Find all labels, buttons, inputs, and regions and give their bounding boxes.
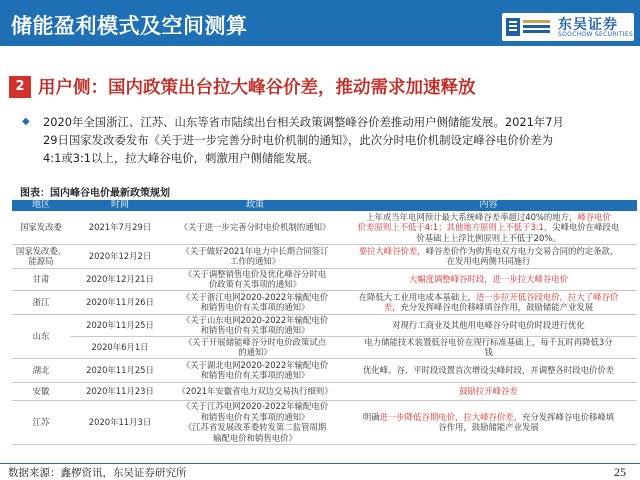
table-row — [12, 400, 637, 444]
policy-line: 输配电价和销售电价》 — [213, 432, 297, 443]
content-text: 电力储能技术装置低谷电价在现行标准基础上，每千瓦时再降低3分 — [364, 336, 613, 347]
content-text: 对现行工商业及其他用电峰谷分时电价时段进行优化 — [392, 319, 585, 330]
cell-content — [340, 358, 637, 382]
content-text: 充分发挥峰谷电价移峰填 — [522, 411, 615, 422]
cell-policy — [170, 314, 340, 336]
content-highlight: 要拉大峰谷价差， — [358, 245, 426, 256]
logo-mark-icon — [506, 16, 552, 38]
table-row — [12, 314, 637, 336]
content-highlight: 鼓励拉开峰谷差 — [459, 385, 518, 396]
policy-line: 《关于江苏电网2020-2022年输配电价 — [181, 401, 329, 411]
policy-line: 《关于浙江电网2020-2022年输配电价 — [181, 291, 329, 302]
cell-content — [340, 211, 637, 244]
cell-date: 2021年7月29日 — [70, 211, 170, 244]
policy-line: 《关于山东电网2020-2022年输配电价 — [181, 314, 329, 325]
policy-line: 和销售电价有关事项的通知》 — [200, 370, 310, 380]
cell-region: 山东 — [12, 314, 70, 358]
footer-divider — [0, 463, 640, 464]
policy-line: 价政策有关事项的通知》 — [208, 279, 302, 289]
page-title: 储能盈利模式及空间测算 — [11, 14, 248, 38]
content-text: 峰谷差价作为购售电双方电力交易合同的约定条款， — [425, 245, 619, 256]
content-text: 价基础上上浮比例原则上不低于20%。 — [416, 232, 561, 243]
cell-content — [340, 336, 637, 358]
content-text: 尖峰电价在峰段电 — [552, 222, 620, 232]
content-text: 钱 — [484, 347, 493, 357]
cell-date: 2020年12月21日 — [70, 268, 170, 290]
data-source: 数据来源：鑫椤资讯，东吴证券研究所 — [8, 467, 187, 479]
content-text: 谷作用，鼓励储能产业发展 — [438, 422, 539, 432]
table-row — [12, 290, 637, 314]
table-row — [12, 382, 637, 400]
policy-line: 和销售电价有关事项的通知》 — [200, 411, 310, 422]
cell-policy — [170, 400, 340, 444]
table-row — [12, 268, 637, 290]
cell-region — [12, 244, 70, 268]
region-line: 国家发改委、 — [15, 245, 67, 256]
content-highlight: 进一步降低谷期电价，拉大峰谷价差， — [379, 411, 522, 422]
header-content: 内容 — [340, 200, 637, 211]
cell-date: 2020年11月26日 — [70, 290, 170, 314]
cell-region: 浙江 — [12, 290, 70, 314]
table-header-row — [12, 200, 637, 211]
policy-line: 和销售电价有关事项的通知》 — [200, 325, 310, 335]
paragraph-line: 2020年全国浙江、江苏、山东等省市陆续出台相关政策调整峰谷价差推动用户侧储能发展。2021年7月 — [43, 115, 564, 129]
content-text: 上年或当年电网预计最大系统峰谷差率超过40%的地方， — [366, 211, 578, 222]
content-text: 在降低大工业用电成本基础上， — [358, 291, 476, 302]
content-highlight: 进一步拉开低谷段电价，拉大了峰谷价 — [475, 291, 619, 302]
paragraph-line: 4:1或3:1以上，拉大峰谷电价，刺激用户侧储能发展。 — [43, 151, 319, 165]
policy-line: 《关于做好2021年电力中长期合同签订 — [181, 245, 329, 256]
policy-table — [12, 200, 637, 445]
content-text: ，充分发挥峰谷电价移峰填谷作用，鼓励储能产业发展 — [392, 302, 594, 312]
cell-content — [340, 290, 637, 314]
content-highlight: 差 — [383, 302, 393, 312]
cell-policy — [170, 336, 340, 358]
section-title: 用户侧：国内政策出台拉大峰谷价差，推动需求加速释放 — [38, 78, 476, 98]
cell-region: 江苏 — [12, 400, 70, 444]
cell-content — [340, 244, 637, 268]
cell-region: 湖北 — [12, 358, 70, 382]
cell-policy: 《2021年安徽省电力双边交易执行细则》 — [170, 382, 340, 400]
cell-date: 2020年6月1日 — [70, 336, 170, 358]
region-line: 能源局 — [28, 256, 54, 266]
cell-content — [340, 268, 637, 290]
table-caption: 图表：国内峰谷电价最新政策规划 — [20, 188, 170, 199]
cell-date: 2020年11月3日 — [70, 400, 170, 444]
cell-content — [340, 382, 637, 400]
content-highlight: 大幅度调整峰谷时段，进一步拉大峰谷电价 — [408, 273, 569, 284]
table-row — [12, 336, 637, 358]
content-text: 在发用电两侧共同施行 — [446, 256, 531, 266]
table-row — [12, 211, 637, 244]
cell-policy — [170, 290, 340, 314]
policy-line: 《关于开展储能峰谷分时电价政策试点 — [183, 336, 327, 347]
cell-policy — [170, 358, 340, 382]
cell-date: 2020年11月25日 — [70, 358, 170, 382]
content-text: 优化峰、谷、平时段设置首次增设尖峰时段，并调整各时段电价价差 — [362, 364, 615, 375]
diamond-bullet-icon: ◆ — [22, 116, 30, 127]
cell-region: 安徽 — [12, 382, 70, 400]
header-bar — [0, 0, 640, 46]
table-row — [12, 358, 637, 382]
cell-date: 2020年11月23日 — [70, 382, 170, 400]
policy-line: 《江苏省发展改革委转发第二监管周期 — [183, 422, 327, 432]
cell-date: 2020年12月2日 — [70, 244, 170, 268]
policy-line: 《关于调整销售电价及优化峰谷分时电 — [183, 268, 327, 279]
content-text: 明确 — [362, 411, 380, 422]
header-date: 时间 — [70, 200, 170, 211]
cell-policy — [170, 244, 340, 268]
cell-region: 国家发改委 — [12, 211, 70, 244]
policy-line: 和销售电价有关事项的通知》 — [200, 302, 310, 312]
company-logo — [502, 13, 634, 41]
section-number-badge: 2 — [9, 76, 31, 98]
content-highlight: 峰谷电价 — [577, 211, 611, 222]
paragraph-line: 29日国家发改委发布《关于进一步完善分时电价机制的通知》，此次分时电价机制设定峰谷电价价差为 — [43, 133, 553, 147]
policy-line: 《关于湖北电网2020-2022年输配电价 — [181, 359, 329, 370]
intro-paragraph — [43, 113, 629, 167]
header-policy: 政策 — [170, 200, 340, 211]
cell-policy: 《关于进一步完善分时电价机制的通知》 — [170, 211, 340, 244]
page-number: 25 — [614, 465, 626, 479]
cell-content — [340, 400, 637, 444]
cell-region: 甘肃 — [12, 268, 70, 290]
logo-text-cn: 东吴证券 — [558, 17, 618, 33]
cell-content — [340, 314, 637, 336]
table-row — [12, 244, 637, 268]
policy-line: 的通知》 — [238, 347, 272, 357]
content-highlight: 价差原则上不低于4:1；其他地方原则上不低于3:1， — [357, 222, 553, 232]
policy-line: 工作的通知》 — [229, 256, 281, 266]
logo-text-en: SOOCHOW SECURITIES — [558, 31, 634, 38]
cell-policy — [170, 268, 340, 290]
cell-date: 2020年11月25日 — [70, 314, 170, 336]
header-region: 地区 — [12, 200, 70, 211]
